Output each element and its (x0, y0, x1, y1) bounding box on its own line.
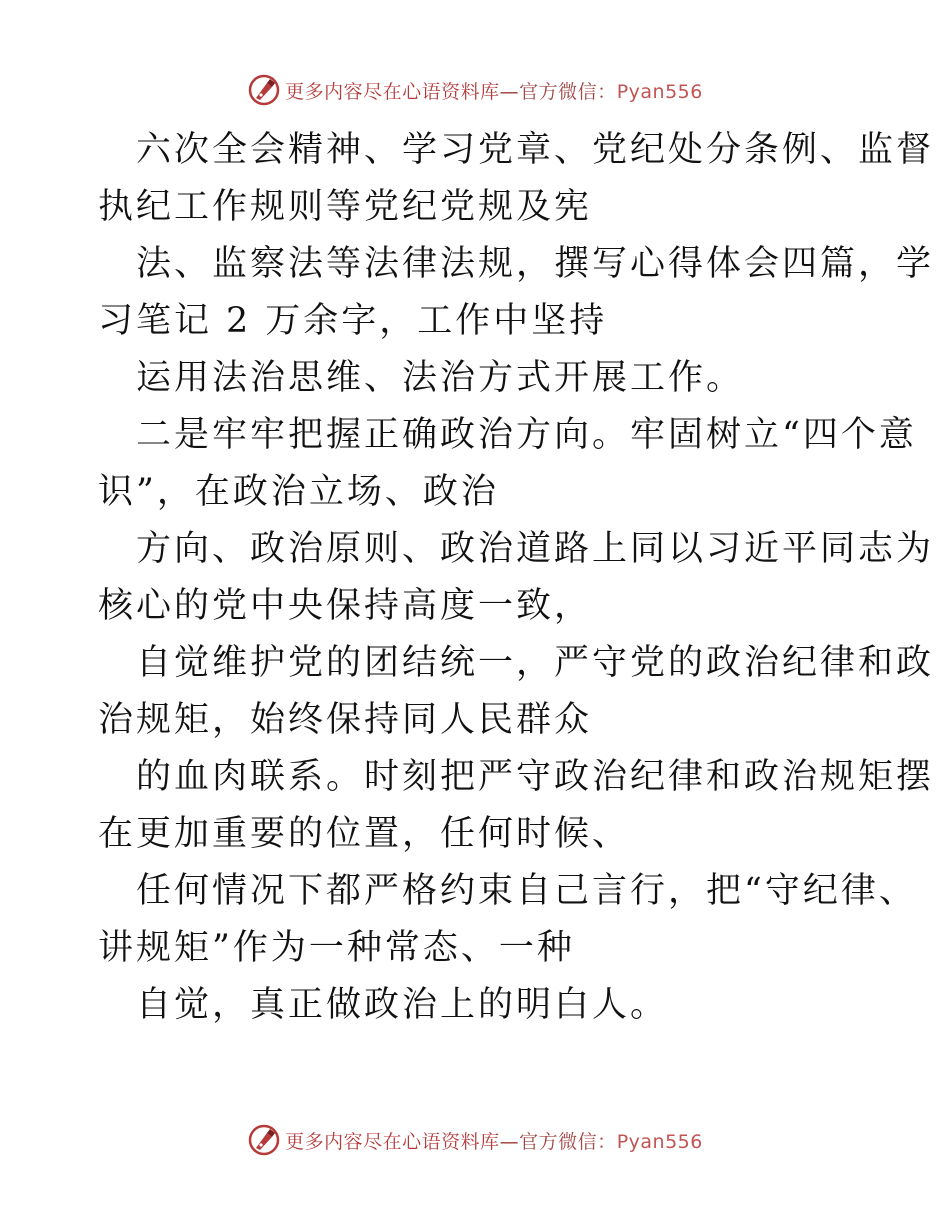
text-line (98, 293, 858, 350)
text-line: 六次全会精神、学习党章、党纪处分条例、监督 (136, 130, 935, 170)
text-segment: 万余字，工作中坚持 (265, 301, 608, 341)
watermark-text: 更多内容尽在心语资料库—官方微信：Pyan556 (285, 80, 703, 103)
document-body (98, 122, 935, 1034)
text-line: 法、监察法等法律法规，撰写心得体会四篇，学 (136, 244, 935, 284)
text-line: 二是牢牢把握正确政治方向。牢固树立“四个意 (136, 415, 917, 455)
text-line: 任何情况下都严格约束自己言行，把“守纪律、 (136, 871, 917, 911)
pen-nib-logo-icon (247, 1123, 281, 1157)
text-line: 的血肉联系。时刻把严守政治纪律和政治规矩摆 (136, 757, 935, 797)
text-line: 自觉，真正做政治上的明白人。 (136, 985, 669, 1025)
text-line: 核心的党中央保持高度一致， (98, 586, 593, 626)
text-line: 治规矩，始终保持同人民群众 (98, 700, 593, 740)
text-segment: 习笔记 (98, 301, 213, 341)
watermark-text: 更多内容尽在心语资料库—官方微信：Pyan556 (285, 1130, 703, 1153)
text-line: 识”，在政治立场、政治 (98, 472, 499, 512)
number-value: 2 (226, 301, 252, 341)
text-line: 自觉维护党的团结统一，严守党的政治纪律和政 (136, 643, 935, 683)
text-line: 运用法治思维、法治方式开展工作。 (136, 358, 745, 398)
pen-nib-logo-icon (247, 73, 281, 107)
footer-watermark (0, 1120, 950, 1160)
text-line: 方向、政治原则、政治道路上同以习近平同志为 (136, 529, 935, 569)
text-line: 在更加重要的位置，任何时候、 (98, 814, 631, 854)
header-watermark (0, 70, 950, 110)
text-line: 执纪工作规则等党纪党规及宪 (98, 187, 593, 227)
text-line: 讲规矩”作为一种常态、一种 (98, 928, 575, 968)
